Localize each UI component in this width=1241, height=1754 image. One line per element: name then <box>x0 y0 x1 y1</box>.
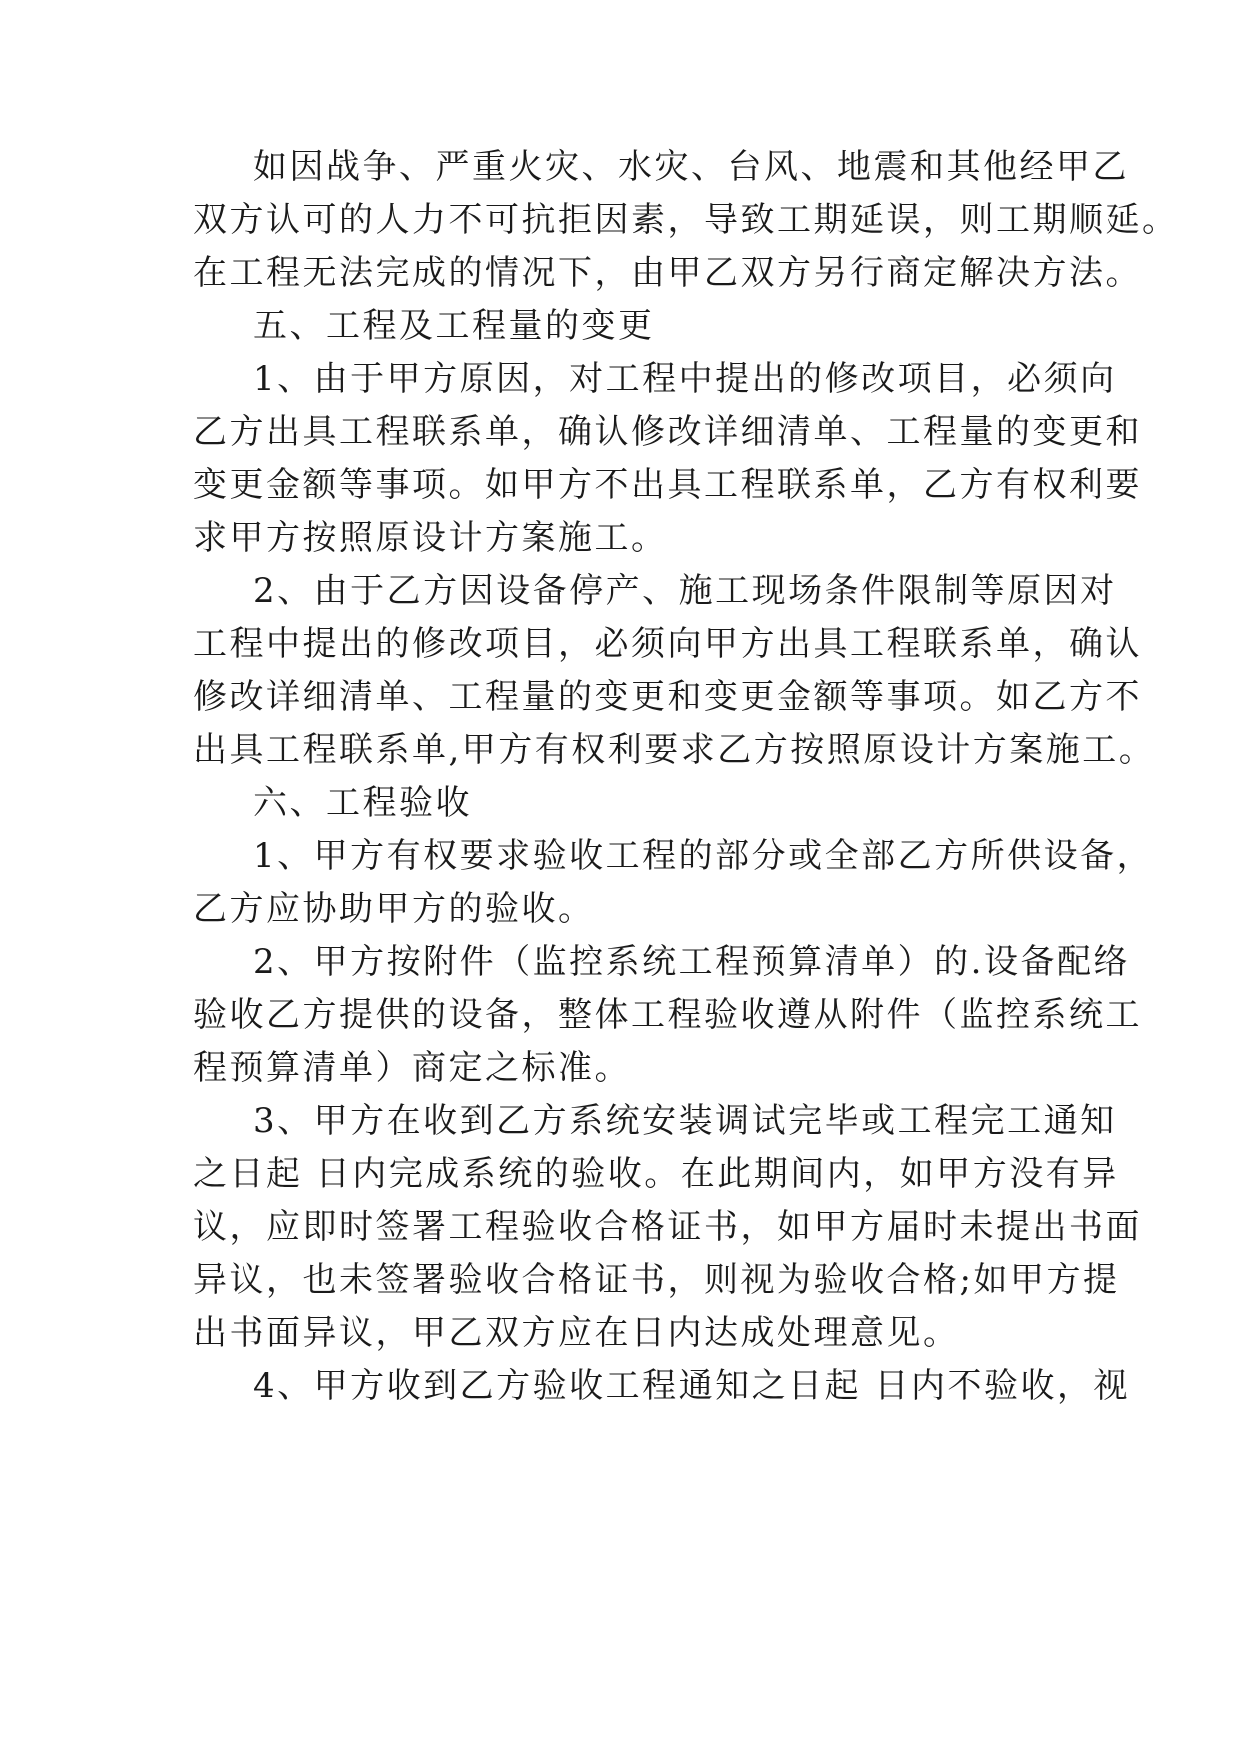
text-line: 乙方应协助甲方的验收。 <box>193 889 595 929</box>
text-line: 修改详细清单、工程量的变更和变更金额等事项。如乙方不 <box>193 677 1142 717</box>
text-line: 变更金额等事项。如甲方不出具工程联系单，乙方有权利要 <box>193 465 1142 505</box>
section-heading: 五、工程及工程量的变更 <box>253 306 655 346</box>
text-line: 如因战争、严重火灾、水灾、台风、地震和其他经甲乙 <box>253 147 1129 187</box>
text-line: 乙方出具工程联系单，确认修改详细清单、工程量的变更和 <box>193 412 1142 452</box>
text-line: 程预算清单）商定之标准。 <box>193 1048 631 1088</box>
text-line: 工程中提出的修改项目，必须向甲方出具工程联系单，确认 <box>193 624 1142 664</box>
text-line: 议，应即时签署工程验收合格证书，如甲方届时未提出书面 <box>193 1207 1142 1247</box>
text-line: 在工程无法完成的情况下，由甲乙双方另行商定解决方法。 <box>193 253 1142 293</box>
text-line: 出具工程联系单,甲方有权利要求乙方按照原设计方案施工。 <box>193 730 1156 770</box>
text-line: 3、甲方在收到乙方系统安装调试完毕或工程完工通知 <box>253 1101 1117 1141</box>
text-line: 4、甲方收到乙方验收工程通知之日起 日内不验收，视 <box>253 1366 1130 1406</box>
text-line: 之日起 日内完成系统的验收。在此期间内，如甲方没有异 <box>193 1154 1119 1194</box>
text-line: 双方认可的人力不可抗拒因素，导致工期延误，则工期顺延。 <box>193 200 1179 240</box>
text-line: 2、由于乙方因设备停产、施工现场条件限制等原因对 <box>253 571 1117 611</box>
text-line: 出书面异议，甲乙双方应在日内达成处理意见。 <box>193 1313 960 1353</box>
text-line: 2、甲方按附件（监控系统工程预算清单）的.设备配络 <box>253 942 1130 982</box>
text-line: 1、由于甲方原因，对工程中提出的修改项目，必须向 <box>253 359 1117 399</box>
text-line: 异议，也未签署验收合格证书，则视为验收合格;如甲方提 <box>193 1260 1120 1300</box>
section-heading: 六、工程验收 <box>253 783 472 823</box>
text-line: 1、甲方有权要求验收工程的部分或全部乙方所供设备， <box>253 836 1154 876</box>
text-line: 验收乙方提供的设备，整体工程验收遵从附件（监控系统工 <box>193 995 1142 1035</box>
text-line: 求甲方按照原设计方案施工。 <box>193 518 668 558</box>
